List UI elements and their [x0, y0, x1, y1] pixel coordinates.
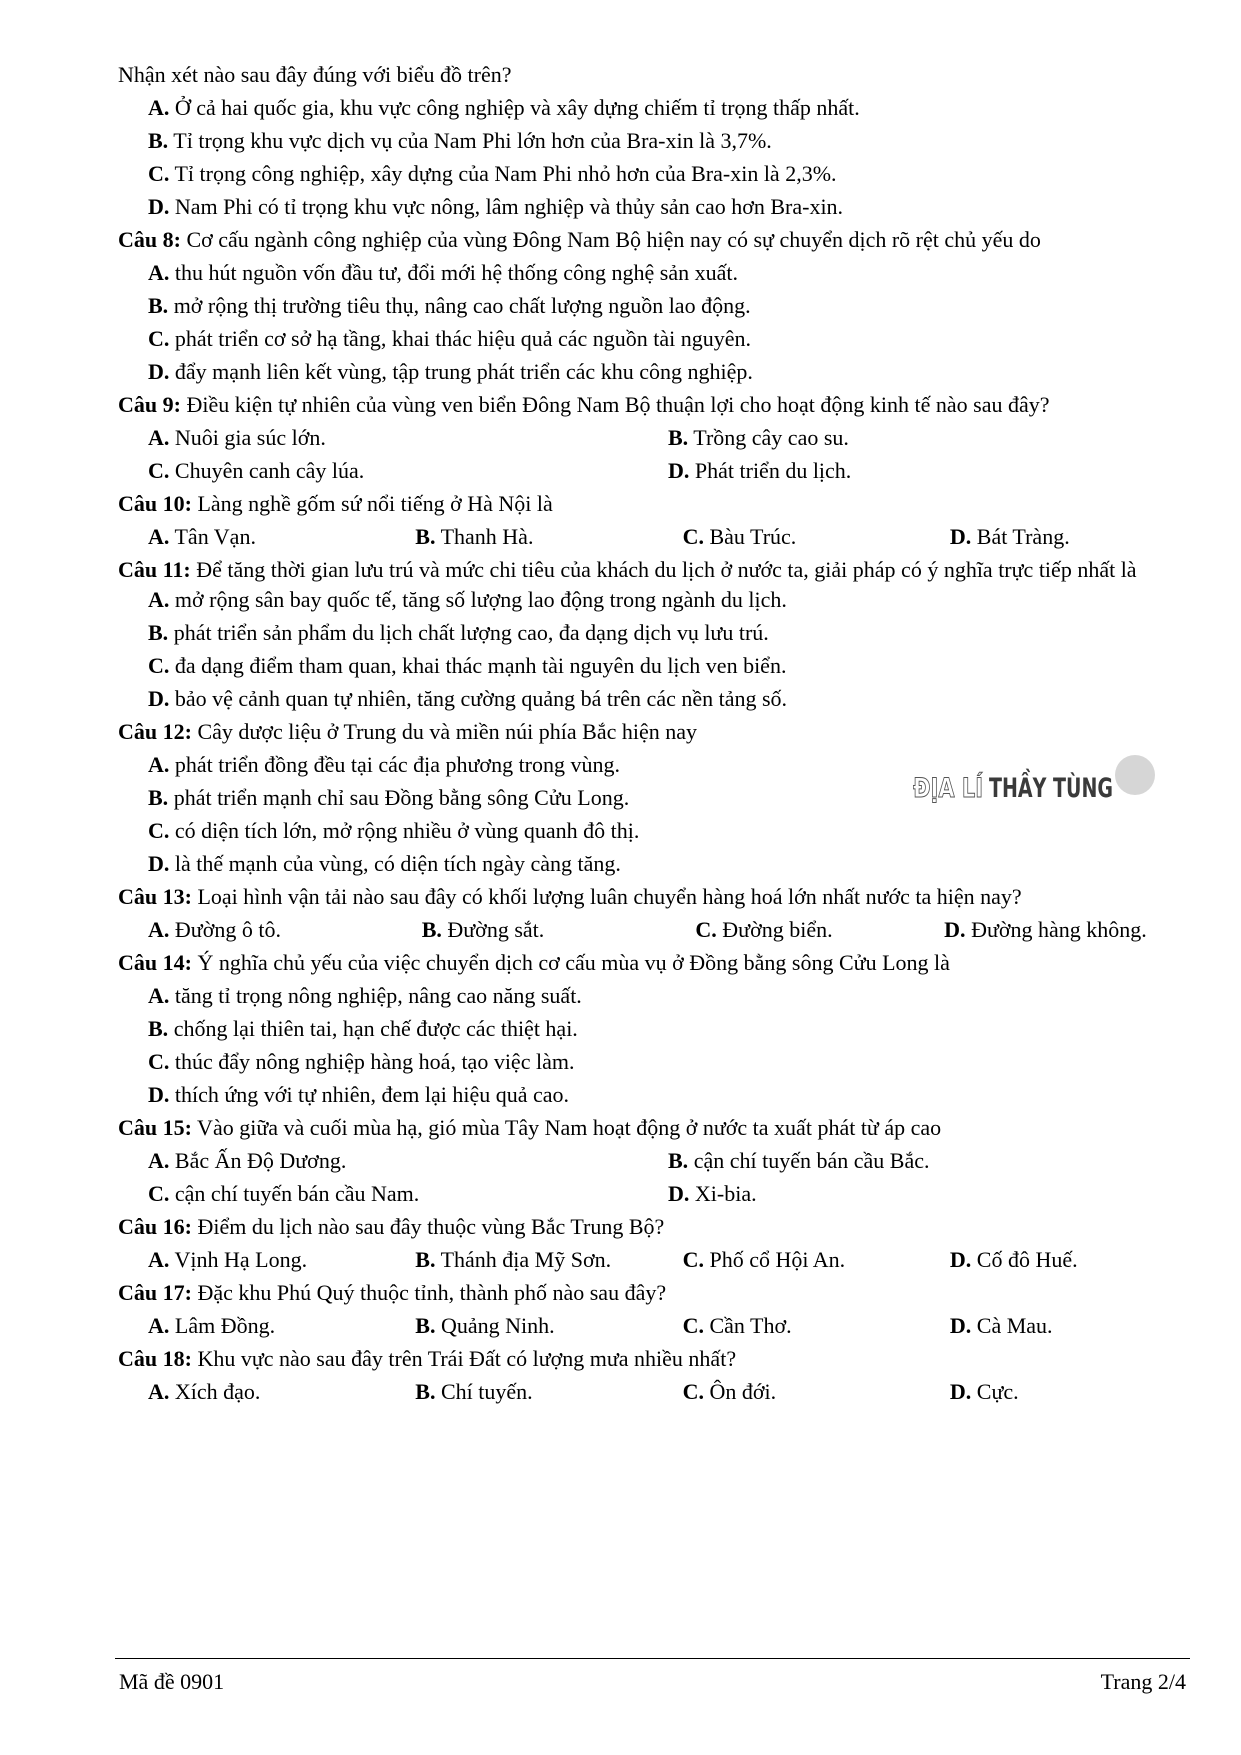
question-stem: Câu 14: Ý nghĩa chủ yếu của việc chuyển dịch cơ cấu mùa vụ ở Đồng bằng sông Cửu Long là	[118, 950, 950, 975]
option-d: D. Đường hàng không.	[944, 917, 1147, 942]
option-c: C. có diện tích lớn, mở rộng nhiều ở vùng quanh đô thị.	[148, 818, 640, 843]
option-b: B. Trồng cây cao su.	[668, 425, 849, 450]
question-7-tail	[118, 58, 1188, 223]
option-b: B. mở rộng thị trường tiêu thụ, nâng cao chất lượng nguồn lao động.	[148, 293, 751, 318]
option-a: A. Bắc Ấn Độ Dương.	[148, 1148, 347, 1173]
question-18	[118, 1342, 1188, 1408]
question-10	[118, 487, 1188, 553]
option-d: D. Bát Tràng.	[949, 524, 1070, 549]
option-c: C. Đường biển.	[695, 917, 833, 942]
option-a: A. Xích đạo.	[148, 1379, 261, 1404]
option-row	[118, 454, 1188, 487]
option-d: D. thích ứng với tự nhiên, đem lại hiệu quả cao.	[148, 1082, 569, 1107]
option-a: A. Tân Vạn.	[148, 524, 256, 549]
option-a: A. Ở cả hai quốc gia, khu vực công nghiệp và xây dựng chiếm tỉ trọng thấp nhất.	[148, 95, 860, 120]
page-footer	[115, 1658, 1190, 1694]
question-9	[118, 388, 1188, 487]
option-a: A. Đường ô tô.	[148, 917, 281, 942]
option-d: D. Xi-bia.	[668, 1181, 757, 1206]
question-stem: Câu 12: Cây dược liệu ở Trung du và miền núi phía Bắc hiện nay	[118, 719, 698, 744]
option-c: C. cận chí tuyến bán cầu Nam.	[148, 1181, 420, 1206]
exam-page-content	[118, 58, 1188, 1408]
option-b: B. phát triển mạnh chỉ sau Đồng bằng sông Cửu Long.	[148, 785, 630, 810]
option-c: C. Tỉ trọng công nghiệp, xây dựng của Nam Phi nhỏ hơn của Bra-xin là 2,3%.	[148, 161, 837, 186]
question-stem: Câu 15: Vào giữa và cuối mùa hạ, gió mùa Tây Nam hoạt động ở nước ta xuất phát từ áp cao	[118, 1115, 942, 1140]
option-d: D. Cực.	[949, 1379, 1019, 1404]
logo-circle	[1115, 755, 1155, 795]
option-b: B. Thanh Hà.	[415, 524, 534, 549]
option-c: C. đa dạng điểm tham quan, khai thác mạnh tài nguyên du lịch ven biển.	[148, 653, 787, 678]
option-d: D. Cà Mau.	[949, 1313, 1053, 1338]
option-a: A. Nuôi gia súc lớn.	[148, 425, 326, 450]
option-a: A. tăng tỉ trọng nông nghiệp, nâng cao năng suất.	[148, 983, 582, 1008]
option-row	[118, 1177, 1188, 1210]
option-row	[118, 1375, 1188, 1408]
option-row	[118, 1309, 1188, 1342]
question-stem: Câu 16: Điểm du lịch nào sau đây thuộc vùng Bắc Trung Bộ?	[118, 1214, 665, 1239]
question-17	[118, 1276, 1188, 1342]
option-c: C. phát triển cơ sở hạ tầng, khai thác hiệu quả các nguồn tài nguyên.	[148, 326, 752, 351]
question-8	[118, 223, 1188, 388]
option-a: A. Lâm Đồng.	[148, 1313, 276, 1338]
option-row	[118, 1144, 1188, 1177]
option-a: A. Vịnh Hạ Long.	[148, 1247, 308, 1272]
question-15	[118, 1111, 1188, 1210]
option-d: D. là thế mạnh của vùng, có diện tích ngày càng tăng.	[148, 851, 621, 876]
logo-text-outline: ĐỊA LÍ	[913, 773, 1004, 804]
question-stem: Câu 13: Loại hình vận tải nào sau đây có khối lượng luân chuyển hàng hoá lớn nhất nước ta hiện nay?	[118, 884, 1022, 909]
option-c: C. Ôn đới.	[682, 1379, 777, 1404]
option-b: B. Thánh địa Mỹ Sơn.	[415, 1247, 612, 1272]
question-13	[118, 880, 1188, 946]
page-number: Trang 2/4	[1100, 1669, 1186, 1694]
option-row	[118, 421, 1188, 454]
logo-text-solid: THẦY TÙNG	[989, 773, 1165, 804]
option-d: D. đẩy mạnh liên kết vùng, tập trung phát triển các khu công nghiệp.	[148, 359, 753, 384]
option-a: A. phát triển đồng đều tại các địa phương trong vùng.	[148, 752, 621, 777]
option-c: C. Chuyên canh cây lúa.	[148, 458, 365, 483]
option-c: C. Bàu Trúc.	[682, 524, 797, 549]
option-c: C. thúc đẩy nông nghiệp hàng hoá, tạo việc làm.	[148, 1049, 575, 1074]
watermark-logo	[913, 753, 1173, 813]
question-14	[118, 946, 1188, 1111]
option-b: B. phát triển sản phẩm du lịch chất lượng cao, đa dạng dịch vụ lưu trú.	[148, 620, 769, 645]
question-stem: Câu 10: Làng nghề gốm sứ nổi tiếng ở Hà Nội là	[118, 491, 553, 516]
option-d: D. bảo vệ cảnh quan tự nhiên, tăng cường quảng bá trên các nền tảng số.	[148, 686, 788, 711]
question-stem: Câu 18: Khu vực nào sau đây trên Trái Đất có lượng mưa nhiều nhất?	[118, 1346, 737, 1371]
option-d: D. Cố đô Huế.	[949, 1247, 1078, 1272]
question-stem: Câu 11: Để tăng thời gian lưu trú và mức chi tiêu của khách du lịch ở nước ta, giải pháp có ý nghĩa trực tiếp nhất là	[118, 557, 1137, 582]
option-row	[118, 1243, 1188, 1276]
option-c: C. Phố cổ Hội An.	[682, 1247, 846, 1272]
option-row	[118, 520, 1188, 553]
option-row	[118, 913, 1188, 946]
question-12	[118, 715, 1188, 880]
question-11	[118, 557, 1188, 715]
exam-code: Mã đề 0901	[119, 1669, 225, 1694]
option-b: B. Tỉ trọng khu vực dịch vụ của Nam Phi lớn hơn của Bra-xin là 3,7%.	[148, 128, 772, 153]
option-b: B. Chí tuyến.	[415, 1379, 533, 1404]
question-stem: Nhận xét nào sau đây đúng với biểu đồ trên?	[118, 62, 512, 87]
option-c: C. Cần Thơ.	[682, 1313, 792, 1338]
option-a: A. mở rộng sân bay quốc tế, tăng số lượng lao động trong ngành du lịch.	[148, 587, 787, 612]
option-a: A. thu hút nguồn vốn đầu tư, đổi mới hệ thống công nghệ sản xuất.	[148, 260, 738, 285]
question-stem: Câu 17: Đặc khu Phú Quý thuộc tỉnh, thành phố nào sau đây?	[118, 1280, 667, 1305]
option-b: B. cận chí tuyến bán cầu Bắc.	[668, 1148, 930, 1173]
question-stem: Câu 9: Điều kiện tự nhiên của vùng ven biển Đông Nam Bộ thuận lợi cho hoạt động kinh tế nào sau đây?	[118, 392, 1050, 417]
question-16	[118, 1210, 1188, 1276]
option-d: D. Phát triển du lịch.	[668, 458, 852, 483]
option-b: B. Quảng Ninh.	[415, 1313, 555, 1338]
option-b: B. Đường sắt.	[421, 917, 545, 942]
option-b: B. chống lại thiên tai, hạn chế được các thiệt hại.	[148, 1016, 578, 1041]
option-d: D. Nam Phi có tỉ trọng khu vực nông, lâm nghiệp và thủy sản cao hơn Bra-xin.	[148, 194, 844, 219]
question-stem: Câu 8: Cơ cấu ngành công nghiệp của vùng Đông Nam Bộ hiện nay có sự chuyển dịch rõ rệt chủ yếu do	[118, 227, 1041, 252]
